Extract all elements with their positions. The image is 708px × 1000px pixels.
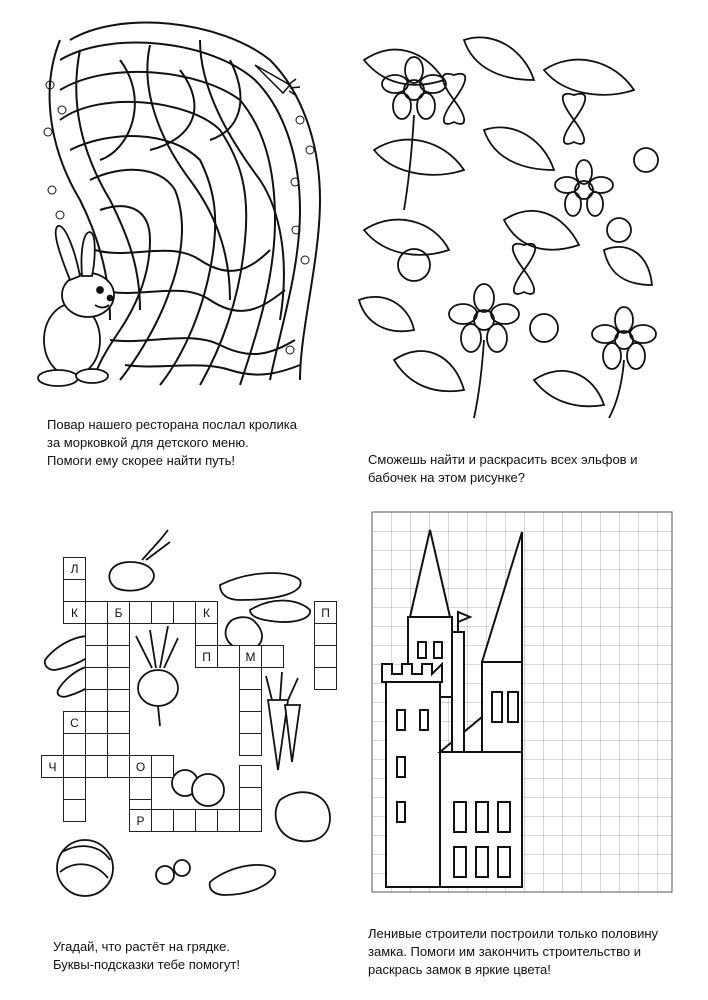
crossword-cell[interactable] xyxy=(195,623,218,646)
castle-caption-line-3: раскрась замок в яркие цвета! xyxy=(368,962,551,977)
crossword-cell[interactable] xyxy=(85,667,108,690)
crossword-cell[interactable] xyxy=(217,645,240,668)
crossword-caption xyxy=(53,938,343,974)
crossword-cell[interactable] xyxy=(107,711,130,734)
crossword-cell[interactable] xyxy=(85,601,108,624)
crossword-caption-line-1: Угадай, что растёт на грядке. xyxy=(53,939,230,954)
crossword-cell[interactable] xyxy=(63,799,86,822)
crossword-cell[interactable] xyxy=(107,645,130,668)
castle-caption-line-2: замка. Помоги им закончить строительство и xyxy=(368,944,641,959)
crossword-cell[interactable] xyxy=(63,777,86,800)
crossword-panel xyxy=(0,500,354,1000)
crossword-cell[interactable]: П xyxy=(314,601,337,624)
maze-illustration[interactable] xyxy=(0,0,354,400)
crossword-grid xyxy=(0,500,354,900)
crossword-cell[interactable] xyxy=(129,601,152,624)
crossword-cell[interactable]: С xyxy=(63,711,86,734)
crossword-caption-line-2: Буквы-подсказки тебе помогут! xyxy=(53,957,240,972)
elves-caption-line-1: Сможешь найти и раскрасить всех эльфов и xyxy=(368,452,638,467)
crossword-cell[interactable] xyxy=(107,689,130,712)
crossword-cell[interactable]: П xyxy=(195,645,218,668)
crossword-cell[interactable] xyxy=(173,601,196,624)
crossword-cell[interactable] xyxy=(63,579,86,602)
crossword-cell[interactable] xyxy=(107,733,130,756)
crossword-cell[interactable] xyxy=(261,645,284,668)
crossword-cell[interactable] xyxy=(239,809,262,832)
crossword-cell[interactable] xyxy=(314,645,337,668)
crossword-cell[interactable] xyxy=(217,809,240,832)
crossword-cell[interactable]: О xyxy=(129,755,152,778)
crossword-cell[interactable]: Л xyxy=(63,557,86,580)
maze-caption-line-3: Помоги ему скорее найти путь! xyxy=(47,453,236,468)
crossword-cell[interactable] xyxy=(107,667,130,690)
maze-panel xyxy=(0,0,354,500)
crossword-cell[interactable] xyxy=(151,601,174,624)
castle-caption xyxy=(368,925,708,979)
crossword-cell[interactable] xyxy=(85,645,108,668)
crossword-cell[interactable]: К xyxy=(63,601,86,624)
castle-grid-drawing[interactable] xyxy=(372,512,672,912)
crossword-cell[interactable] xyxy=(85,711,108,734)
crossword-cell[interactable] xyxy=(239,711,262,734)
crossword-cell[interactable] xyxy=(239,765,262,788)
maze-caption-line-2: за морковкой для детского меню. xyxy=(47,435,249,450)
castle-caption-line-1: Ленивые строители построили только половину xyxy=(368,926,659,941)
elves-panel xyxy=(354,0,708,500)
maze-caption xyxy=(47,416,347,470)
elves-caption-line-2: бабочек на этом рисунке? xyxy=(368,470,525,485)
elves-flowers-illustration[interactable] xyxy=(354,0,708,420)
crossword-cell[interactable] xyxy=(239,787,262,810)
crossword-cell[interactable] xyxy=(239,733,262,756)
crossword-cell[interactable]: М xyxy=(239,645,262,668)
crossword-cell[interactable] xyxy=(151,755,174,778)
crossword-cell[interactable] xyxy=(239,667,262,690)
crossword-cell[interactable] xyxy=(195,809,218,832)
crossword-cell[interactable] xyxy=(63,733,86,756)
crossword-cell[interactable] xyxy=(107,623,130,646)
crossword-cell[interactable]: Б xyxy=(107,601,130,624)
crossword-cell[interactable]: Р xyxy=(129,809,152,832)
crossword-cell[interactable] xyxy=(239,689,262,712)
elves-caption xyxy=(368,451,698,487)
crossword-cell[interactable] xyxy=(151,809,174,832)
crossword-cell[interactable] xyxy=(85,755,108,778)
crossword-cell[interactable]: Ч xyxy=(41,755,64,778)
maze-caption-line-1: Повар нашего ресторана послал кролика xyxy=(47,417,297,432)
crossword-cell[interactable] xyxy=(63,755,86,778)
crossword-cell[interactable] xyxy=(107,755,130,778)
crossword-cell[interactable] xyxy=(85,689,108,712)
crossword-cell[interactable] xyxy=(129,777,152,800)
crossword-cell[interactable] xyxy=(314,667,337,690)
crossword-cell[interactable] xyxy=(314,623,337,646)
castle-panel xyxy=(354,500,708,1000)
crossword-cell[interactable] xyxy=(173,809,196,832)
crossword-cell[interactable] xyxy=(85,623,108,646)
crossword-cell[interactable]: К xyxy=(195,601,218,624)
